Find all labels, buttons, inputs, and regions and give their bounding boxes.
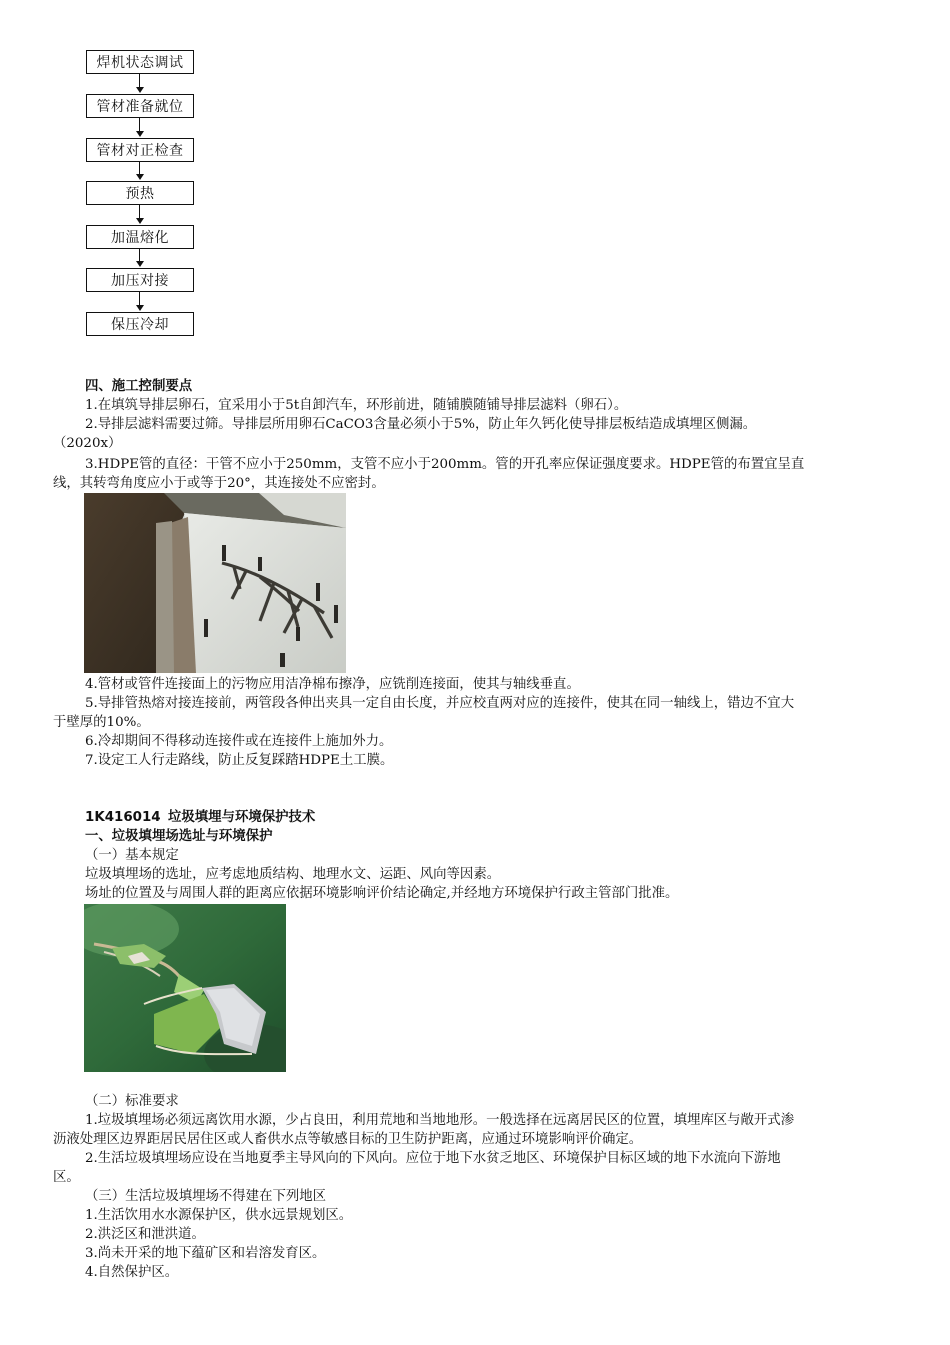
paragraph: 3.HDPE管的直径：干管不应小于250mm，支管不应小于200mm。管的开孔率应保证强度要求。HDPE管的布置宜呈直 [85,457,805,472]
flow-arrow [139,249,141,268]
subsection-heading: （三）生活垃圾填埋场不得建在下列地区 [85,1189,327,1204]
section-code: 1K416014 [85,810,161,825]
flow-step: 焊机状态调试 [86,50,194,74]
flow-step: 加温熔化 [86,225,194,249]
paragraph: 1.垃圾填埋场必须远离饮用水源，少占良田，利用荒地和当地地形。一般选择在远离居民区的位置，填埋库区与敞开式渗 [85,1113,795,1128]
flow-arrow [139,118,141,138]
landfill-aerial-photo [84,904,286,1072]
paragraph-continuation: 沥液处理区边界距居民居住区或人畜供水点等敏感目标的卫生防护距离，应通过环境影响评价确定。 [53,1132,643,1147]
flow-arrow [139,205,141,225]
flow-step: 管材对正检查 [86,138,194,162]
paragraph: 2.导排层滤料需要过筛。导排层所用卵石CaCO3含量必须小于5%，防止年久钙化使导排层板结造成填埋区侧漏。 [85,417,757,432]
paragraph: 2.生活垃圾填埋场应设在当地夏季主导风向的下风向。应位于地下水贫乏地区、环境保护目标区域的地下水流向下游地 [85,1151,781,1166]
flow-arrow [139,292,141,312]
paragraph: 5.导排管热熔对接连接前，两管段各伸出夹具一定自由长度，并应校直两对应的连接件，使其在同一轴线上，错边不宜大 [85,696,795,711]
paragraph: 垃圾填埋场的选址，应考虑地质结构、地理水文、运距、风向等因素。 [85,867,501,882]
section-heading: 四、施工控制要点 [85,379,193,394]
list-item: 3.尚未开采的地下蕴矿区和岩溶发育区。 [85,1246,326,1261]
flow-arrow [139,74,141,94]
paragraph-continuation: （2020x） [53,436,122,451]
subsection-heading: 一、垃圾填埋场选址与环境保护 [85,829,273,844]
flow-arrow [139,162,141,181]
paragraph-continuation: 区。 [53,1170,80,1185]
flow-step: 保压冷却 [86,312,194,336]
flow-step: 加压对接 [86,268,194,292]
paragraph: 4.管材或管件连接面上的污物应用洁净棉布擦净，应铣削连接面，使其与轴线垂直。 [85,677,580,692]
hdpe-pipe-photo [84,493,346,673]
subsection-heading: （二）标准要求 [85,1094,179,1109]
paragraph: 7.设定工人行走路线，防止反复踩踏HDPE土工膜。 [85,753,394,768]
paragraph: 场址的位置及与周围人群的距离应依据环境影响评价结论确定,并经地方环境保护行政主管部门批准。 [85,886,679,901]
subsection-heading: （一）基本规定 [85,848,179,863]
list-item: 1.生活饮用水水源保护区，供水远景规划区。 [85,1208,353,1223]
flow-step: 管材准备就位 [86,94,194,118]
list-item: 2.洪泛区和泄洪道。 [85,1227,205,1242]
paragraph-continuation: 线，其转弯角度应小于或等于20°，其连接处不应密封。 [53,476,385,491]
flow-step: 预热 [86,181,194,205]
paragraph: 1.在填筑导排层卵石，宜采用小于5t自卸汽车，环形前进，随铺膜随铺导排层滤料（卵石）。 [85,398,628,413]
section-title: 垃圾填埋与环境保护技术 [168,810,316,825]
paragraph-continuation: 于壁厚的10%。 [53,715,150,730]
paragraph: 6.冷却期间不得移动连接件或在连接件上施加外力。 [85,734,393,749]
list-item: 4.自然保护区。 [85,1265,179,1280]
